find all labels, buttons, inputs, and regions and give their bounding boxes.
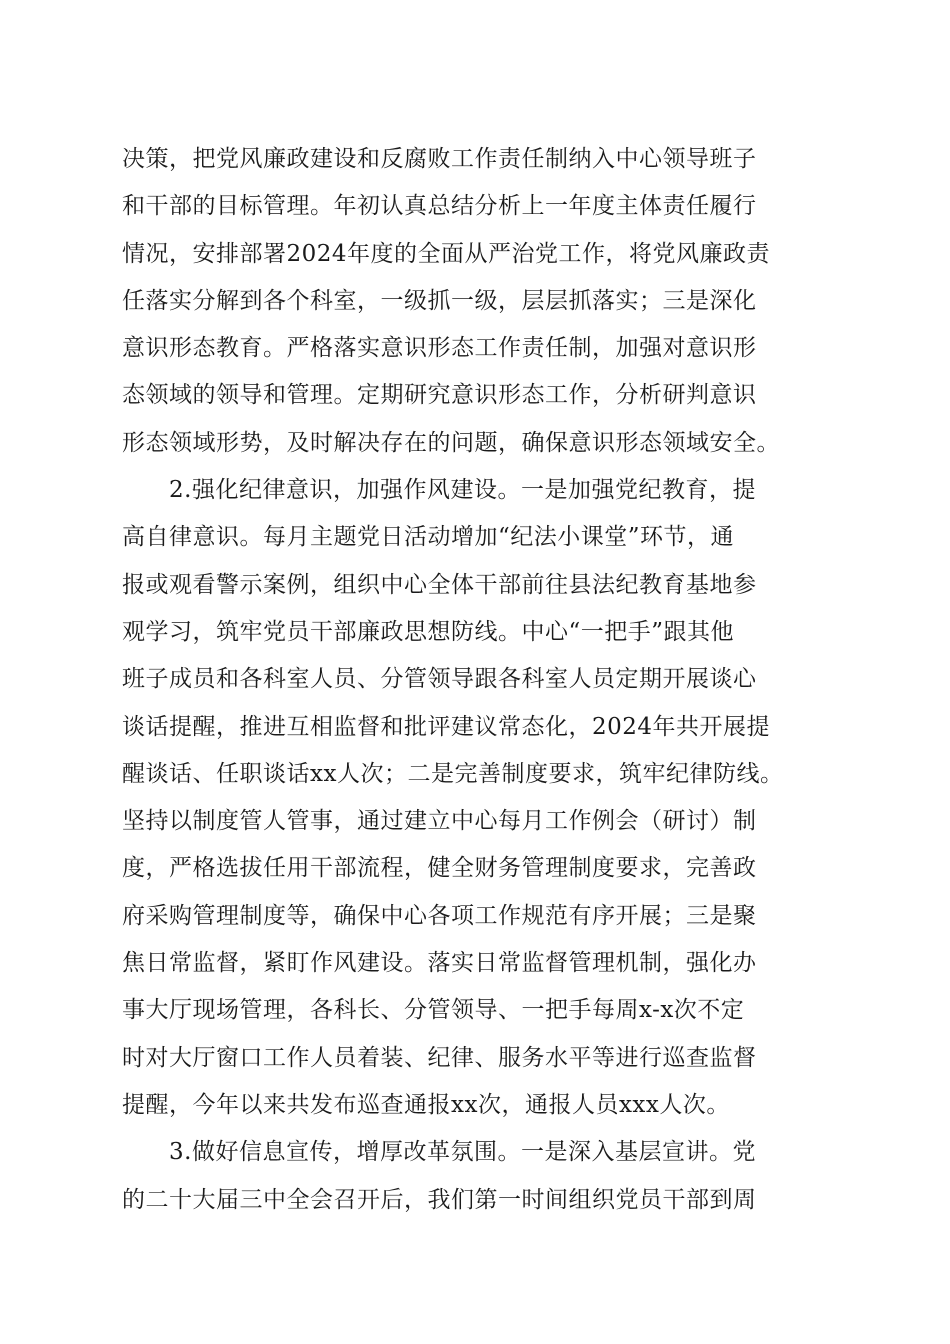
paragraph-discipline (122, 467, 832, 1129)
text-line: 意识形态教育。严格落实意识形态工作责任制，加强对意识形 (122, 335, 757, 362)
text-line: 焦日常监督，紧盯作风建设。落实日常监督管理机制，强化办 (122, 950, 757, 977)
text-line: 谈话提醒，推进互相监督和批评建议常态化，2024年共开展提 (122, 713, 771, 740)
paragraph-heading-line: 2.强化纪律意识，加强作风建设。一是加强党纪教育，提 (169, 477, 756, 504)
text-line: 形态领域形势，及时解决存在的问题，确保意识形态领域安全。 (122, 429, 780, 456)
paragraph-publicity (122, 1129, 832, 1224)
text-line: 决策，把党风廉政建设和反腐败工作责任制纳入中心领导班子 (122, 146, 757, 172)
text-line: 时对大厅窗口工作人员着装、纪律、服务水平等进行巡查监督 (122, 1044, 757, 1071)
paragraph-responsibility-continued (122, 136, 832, 467)
text-line: 班子成员和各科室人员、分管领导跟各科室人员定期开展谈心 (122, 666, 757, 693)
text-line: 高自律意识。每月主题党日活动增加“纪法小课堂”环节，通 (122, 524, 735, 551)
document-body (122, 136, 832, 1224)
text-line: 事大厅现场管理，各科长、分管领导、一把手每周x-x次不定 (122, 997, 745, 1024)
text-line: 醒谈话、任职谈话xx人次；二是完善制度要求，筑牢纪律防线。 (122, 760, 784, 787)
text-line: 坚持以制度管人管事，通过建立中心每月工作例会（研讨）制 (122, 808, 757, 835)
paragraph-heading-line: 3.做好信息宣传，增厚改革氛围。一是深入基层宣讲。党 (169, 1139, 756, 1166)
text-line: 态领域的领导和管理。定期研究意识形态工作，分析研判意识 (122, 382, 757, 409)
text-line: 度，严格选拔任用干部流程，健全财务管理制度要求，完善政 (122, 855, 757, 882)
text-line: 府采购管理制度等，确保中心各项工作规范有序开展；三是聚 (122, 902, 757, 929)
text-line: 和干部的目标管理。年初认真总结分析上一年度主体责任履行 (122, 193, 757, 220)
text-line: 观学习，筑牢党员干部廉政思想防线。中心“一把手”跟其他 (122, 618, 735, 645)
text-line: 提醒，今年以来共发布巡查通报xx次，通报人员xxx人次。 (122, 1091, 730, 1118)
text-line: 情况，安排部署2024年度的全面从严治党工作，将党风廉政责 (122, 240, 771, 267)
text-line: 报或观看警示案例，组织中心全体干部前往县法纪教育基地参 (122, 571, 757, 598)
text-line: 任落实分解到各个科室，一级抓一级，层层抓落实；三是深化 (122, 287, 757, 314)
text-line: 的二十大届三中全会召开后，我们第一时间组织党员干部到周 (122, 1186, 757, 1213)
